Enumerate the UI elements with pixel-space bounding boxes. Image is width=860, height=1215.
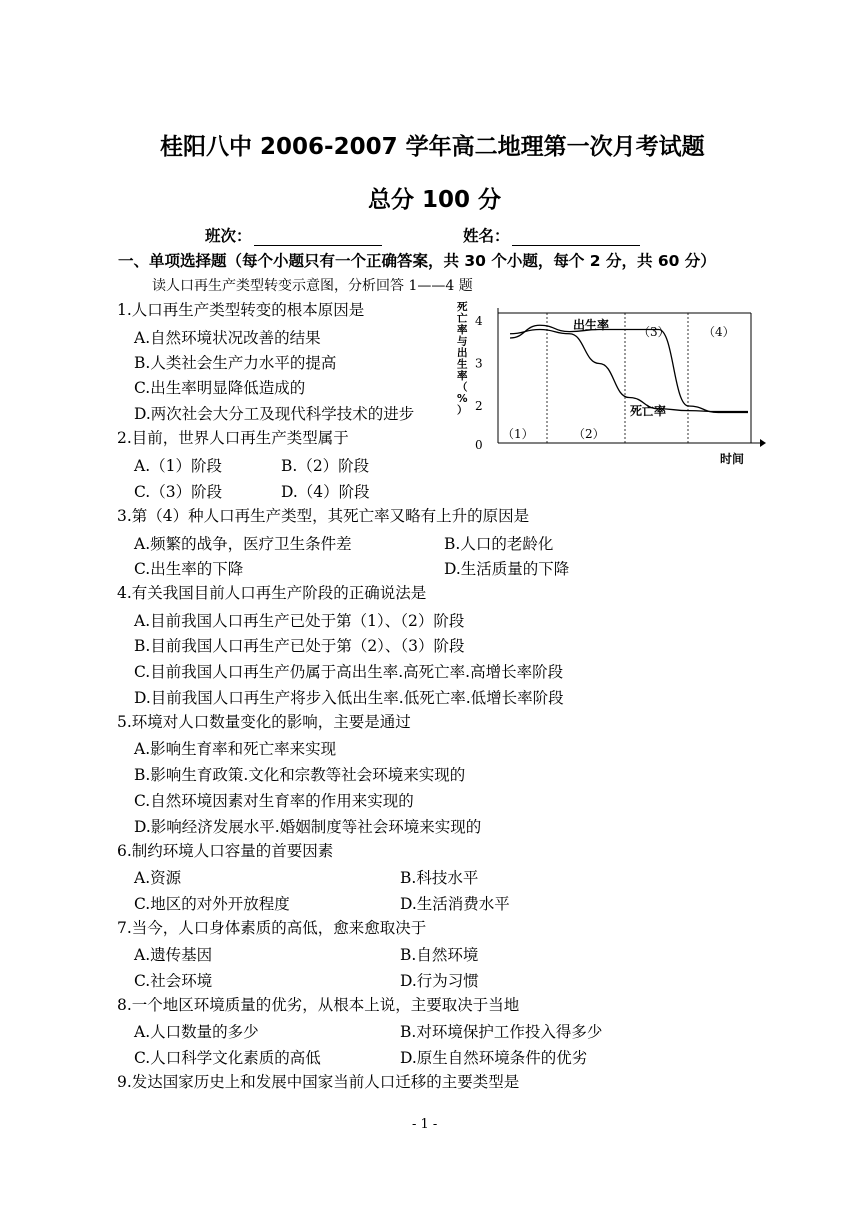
q4-option-b: B.目前我国人口再生产已处于第（2）、（3）阶段	[134, 637, 465, 655]
q6-option-a: A.资源	[134, 869, 182, 887]
question-2: 2.目前，世界人口再生产类型属于	[117, 429, 349, 447]
chart-x-arrow-icon	[760, 439, 766, 447]
question-5: 5.环境对人口数量变化的影响，主要是通过	[117, 713, 411, 731]
class-label: 班次：	[205, 227, 252, 245]
q4-option-a: A.目前我国人口再生产已处于第（1）、（2）阶段	[134, 612, 465, 630]
q7-option-c: C.社会环境	[134, 972, 213, 990]
class-blank	[254, 229, 382, 246]
q1-option-d: D.两次社会大分工及现代科学技术的进步	[134, 405, 415, 423]
question-7: 7.当今，人口身体素质的高低，愈来愈取决于	[117, 919, 427, 937]
q7-option-b: B.自然环境	[400, 946, 479, 964]
q3-option-b: B.人口的老龄化	[444, 535, 554, 553]
y-tick-label: 3	[475, 356, 483, 371]
section-heading: 一、单项选择题（每个小题只有一个正确答案，共 30 个小题，每个 2 分，共 60 分）	[118, 252, 716, 270]
question-4: 4.有关我国目前人口再生产阶段的正确说法是	[117, 584, 427, 602]
q8-option-c: C.人口科学文化素质的高低	[134, 1049, 321, 1067]
class-field	[205, 224, 382, 246]
y-tick-label: 4	[475, 314, 483, 328]
q8-option-d: D.原生自然环境条件的优劣	[400, 1049, 588, 1067]
q6-option-c: C.地区的对外开放程度	[134, 895, 290, 913]
q5-option-c: C.自然环境因素对生育率的作用来实现的	[134, 792, 414, 810]
birth-rate-label: 出生率	[573, 318, 610, 332]
q7-option-a: A.遗传基因	[134, 946, 213, 964]
q1-option-a: A.自然环境状况改善的结果	[134, 329, 321, 347]
question-9: 9.发达国家历史上和发展中国家当前人口迁移的主要类型是	[117, 1073, 520, 1091]
q6-option-b: B.科技水平	[400, 869, 479, 887]
q4-option-c: C.目前我国人口再生产仍属于高出生率.高死亡率.高增长率阶段	[134, 663, 564, 681]
chart-ylabel: 死亡率与出生率（%）	[457, 301, 468, 417]
q4-option-d: D.目前我国人口再生产将步入低出生率.低死亡率.低增长率阶段	[134, 689, 564, 707]
stage-label: （4）	[703, 325, 735, 339]
question-8: 8.一个地区环境质量的优劣，从根本上说，主要取决于当地	[117, 996, 520, 1014]
q5-option-a: A.影响生育率和死亡率来实现	[134, 740, 337, 758]
q2-option-d: D.（4）阶段	[281, 483, 370, 501]
death-rate-line	[510, 330, 748, 412]
question-1: 1.人口再生产类型转变的根本原因是	[117, 301, 365, 319]
y-tick-label: 0	[475, 438, 483, 452]
page-number: - 1 -	[412, 1117, 438, 1132]
q5-option-d: D.影响经济发展水平.婚姻制度等社会环境来实现的	[134, 818, 482, 836]
instruction: 读人口再生产类型转变示意图，分析回答 1——4 题	[152, 278, 473, 294]
q7-option-d: D.行为习惯	[400, 972, 479, 990]
stage-label: （1）	[502, 427, 534, 441]
chart-xlabel: 时间	[720, 452, 745, 466]
population-transition-chart	[448, 296, 768, 471]
q1-option-b: B.人类社会生产力水平的提高	[134, 354, 337, 372]
question-6: 6.制约环境人口容量的首要因素	[117, 842, 334, 860]
q5-option-b: B.影响生育政策.文化和宗教等社会环境来实现的	[134, 766, 466, 784]
question-3: 3.第（4）种人口再生产类型，其死亡率又略有上升的原因是	[117, 507, 530, 525]
q2-option-a: A.（1）阶段	[134, 457, 222, 475]
q2-option-b: B.（2）阶段	[281, 457, 370, 475]
page-title: 桂阳八中 2006-2007 学年高二地理第一次月考试题	[160, 134, 705, 160]
q8-option-a: A.人口数量的多少	[134, 1023, 259, 1041]
q3-option-d: D.生活质量的下降	[444, 560, 570, 578]
name-field	[463, 224, 640, 246]
name-label: 姓名：	[463, 227, 510, 245]
name-blank	[512, 229, 640, 246]
q8-option-b: B.对环境保护工作投入得多少	[400, 1023, 603, 1041]
q3-option-a: A.频繁的战争，医疗卫生条件差	[134, 535, 352, 553]
y-tick-label: 2	[475, 399, 483, 413]
death-rate-label: 死亡率	[630, 404, 667, 418]
q6-option-d: D.生活消费水平	[400, 895, 510, 913]
page-subtitle: 总分 100 分	[368, 187, 502, 213]
stage-label: （3）	[638, 325, 670, 339]
q3-option-c: C.出生率的下降	[134, 560, 244, 578]
q1-option-c: C.出生率明显降低造成的	[134, 379, 306, 397]
q2-option-c: C.（3）阶段	[134, 483, 223, 501]
stage-label: （2）	[573, 427, 605, 441]
